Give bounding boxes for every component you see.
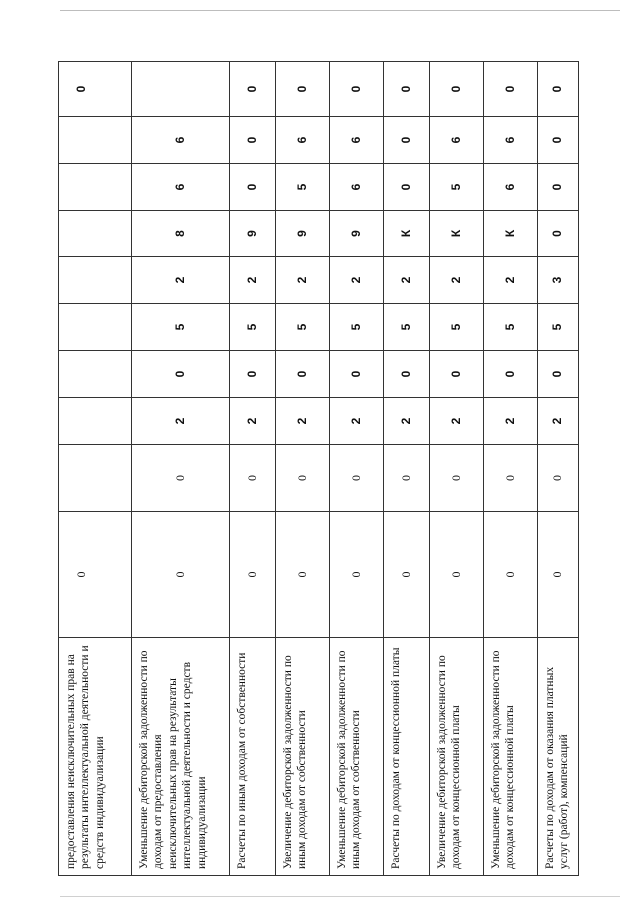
code-cell: 0 bbox=[276, 445, 330, 512]
table-row bbox=[430, 62, 484, 876]
code-cell: 0 bbox=[384, 351, 430, 398]
code-cell: 0 bbox=[330, 445, 384, 512]
code-cell bbox=[59, 445, 132, 512]
code-cell: 8 bbox=[132, 211, 230, 257]
code-cell: 0 bbox=[59, 62, 132, 117]
code-cell: 0 bbox=[430, 445, 484, 512]
code-cell: 2 bbox=[276, 398, 330, 445]
code-cell bbox=[59, 304, 132, 351]
table-body bbox=[59, 62, 579, 876]
table-row bbox=[384, 62, 430, 876]
code-cell: 5 bbox=[330, 304, 384, 351]
row-label: предоставления неисключительных прав на результаты интеллектуальной деятельности и средств индивидуализации bbox=[59, 638, 132, 876]
code-cell: 0 bbox=[132, 351, 230, 398]
code-cell: 2 bbox=[276, 257, 330, 304]
row-label: Расчеты по доходам от концессионной платы bbox=[384, 638, 430, 876]
code-cell: 0 bbox=[484, 351, 538, 398]
code-cell: 5 bbox=[384, 304, 430, 351]
code-cell: 0 bbox=[538, 445, 579, 512]
code-cell: 0 bbox=[384, 164, 430, 211]
row-label: Уменьшение дебиторской задолженности по иным доходам от собственности bbox=[330, 638, 384, 876]
code-cell bbox=[132, 62, 230, 117]
code-cell: 0 bbox=[276, 351, 330, 398]
code-cell bbox=[59, 398, 132, 445]
code-cell: 0 bbox=[276, 512, 330, 638]
code-cell bbox=[59, 164, 132, 211]
code-cell bbox=[59, 117, 132, 164]
code-cell: 9 bbox=[330, 211, 384, 257]
code-cell: 0 bbox=[330, 62, 384, 117]
code-cell: 0 bbox=[230, 512, 276, 638]
code-cell: 2 bbox=[384, 398, 430, 445]
row-label: Расчеты по доходам от оказания платных услуг (работ), компенсаций bbox=[538, 638, 579, 876]
code-cell: 0 bbox=[430, 351, 484, 398]
code-cell: 5 bbox=[538, 304, 579, 351]
code-cell: 0 bbox=[276, 62, 330, 117]
code-cell: 5 bbox=[276, 304, 330, 351]
code-cell: 0 bbox=[230, 164, 276, 211]
account-codes-table bbox=[58, 62, 578, 876]
code-cell: 2 bbox=[430, 257, 484, 304]
code-cell: 2 bbox=[230, 398, 276, 445]
code-cell: 0 bbox=[230, 351, 276, 398]
code-cell: 0 bbox=[384, 62, 430, 117]
row-label: Увеличение дебиторской задолженности по доходам от концессионной платы bbox=[430, 638, 484, 876]
code-cell: 3 bbox=[538, 257, 579, 304]
page-bottom-edge bbox=[60, 896, 620, 897]
code-cell: 2 bbox=[230, 257, 276, 304]
code-cell bbox=[59, 351, 132, 398]
code-cell: 0 bbox=[230, 62, 276, 117]
code-cell: 5 bbox=[132, 304, 230, 351]
code-cell: 2 bbox=[132, 257, 230, 304]
code-cell: 0 bbox=[538, 351, 579, 398]
code-cell: 6 bbox=[484, 164, 538, 211]
code-cell: 0 bbox=[538, 164, 579, 211]
account-codes-grid bbox=[58, 61, 579, 876]
code-cell: 6 bbox=[430, 117, 484, 164]
code-cell: 0 bbox=[132, 445, 230, 512]
code-cell: 0 bbox=[538, 62, 579, 117]
code-cell: 0 bbox=[59, 512, 132, 638]
code-cell: 6 bbox=[132, 117, 230, 164]
table-row bbox=[538, 62, 579, 876]
code-cell: 5 bbox=[430, 304, 484, 351]
code-cell: 0 bbox=[132, 512, 230, 638]
code-cell: 2 bbox=[384, 257, 430, 304]
code-cell: 0 bbox=[484, 62, 538, 117]
code-cell: 0 bbox=[538, 211, 579, 257]
code-cell bbox=[59, 211, 132, 257]
code-cell: 0 bbox=[538, 117, 579, 164]
code-cell: 0 bbox=[230, 117, 276, 164]
code-cell: 5 bbox=[276, 164, 330, 211]
code-cell: 0 bbox=[484, 445, 538, 512]
code-cell: 0 bbox=[230, 445, 276, 512]
code-cell bbox=[59, 257, 132, 304]
code-cell: 6 bbox=[276, 117, 330, 164]
code-cell: 9 bbox=[276, 211, 330, 257]
code-cell: 2 bbox=[430, 398, 484, 445]
code-cell: 2 bbox=[330, 257, 384, 304]
code-cell: К bbox=[484, 211, 538, 257]
row-label: Уменьшение дебиторской задолженности по доходам от предоставления неисключительных прав на результаты интеллектуальной деятельности и средств индивидуализации bbox=[132, 638, 230, 876]
code-cell: К bbox=[430, 211, 484, 257]
row-label: Увеличение дебиторской задолженности по иным доходам от собственности bbox=[276, 638, 330, 876]
code-cell: К bbox=[384, 211, 430, 257]
code-cell: 0 bbox=[538, 512, 579, 638]
table-row bbox=[132, 62, 230, 876]
table-row bbox=[230, 62, 276, 876]
code-cell: 2 bbox=[484, 257, 538, 304]
code-cell: 2 bbox=[538, 398, 579, 445]
code-cell: 0 bbox=[484, 512, 538, 638]
page-top-edge bbox=[60, 10, 620, 11]
code-cell: 6 bbox=[132, 164, 230, 211]
code-cell: 5 bbox=[230, 304, 276, 351]
code-cell: 5 bbox=[484, 304, 538, 351]
code-cell: 0 bbox=[384, 117, 430, 164]
code-cell: 0 bbox=[330, 351, 384, 398]
code-cell: 0 bbox=[384, 512, 430, 638]
table-row bbox=[276, 62, 330, 876]
row-label: Расчеты по иным доходам от собственности bbox=[230, 638, 276, 876]
row-label: Уменьшение дебиторской задолженности по доходам от концессионной платы bbox=[484, 638, 538, 876]
code-cell: 0 bbox=[430, 512, 484, 638]
code-cell: 9 bbox=[230, 211, 276, 257]
table-row bbox=[330, 62, 384, 876]
code-cell: 0 bbox=[330, 512, 384, 638]
code-cell: 6 bbox=[484, 117, 538, 164]
code-cell: 2 bbox=[330, 398, 384, 445]
table-row bbox=[59, 62, 132, 876]
code-cell: 0 bbox=[430, 62, 484, 117]
code-cell: 6 bbox=[330, 117, 384, 164]
code-cell: 0 bbox=[384, 445, 430, 512]
code-cell: 2 bbox=[132, 398, 230, 445]
code-cell: 2 bbox=[484, 398, 538, 445]
code-cell: 5 bbox=[430, 164, 484, 211]
table-row bbox=[484, 62, 538, 876]
code-cell: 6 bbox=[330, 164, 384, 211]
